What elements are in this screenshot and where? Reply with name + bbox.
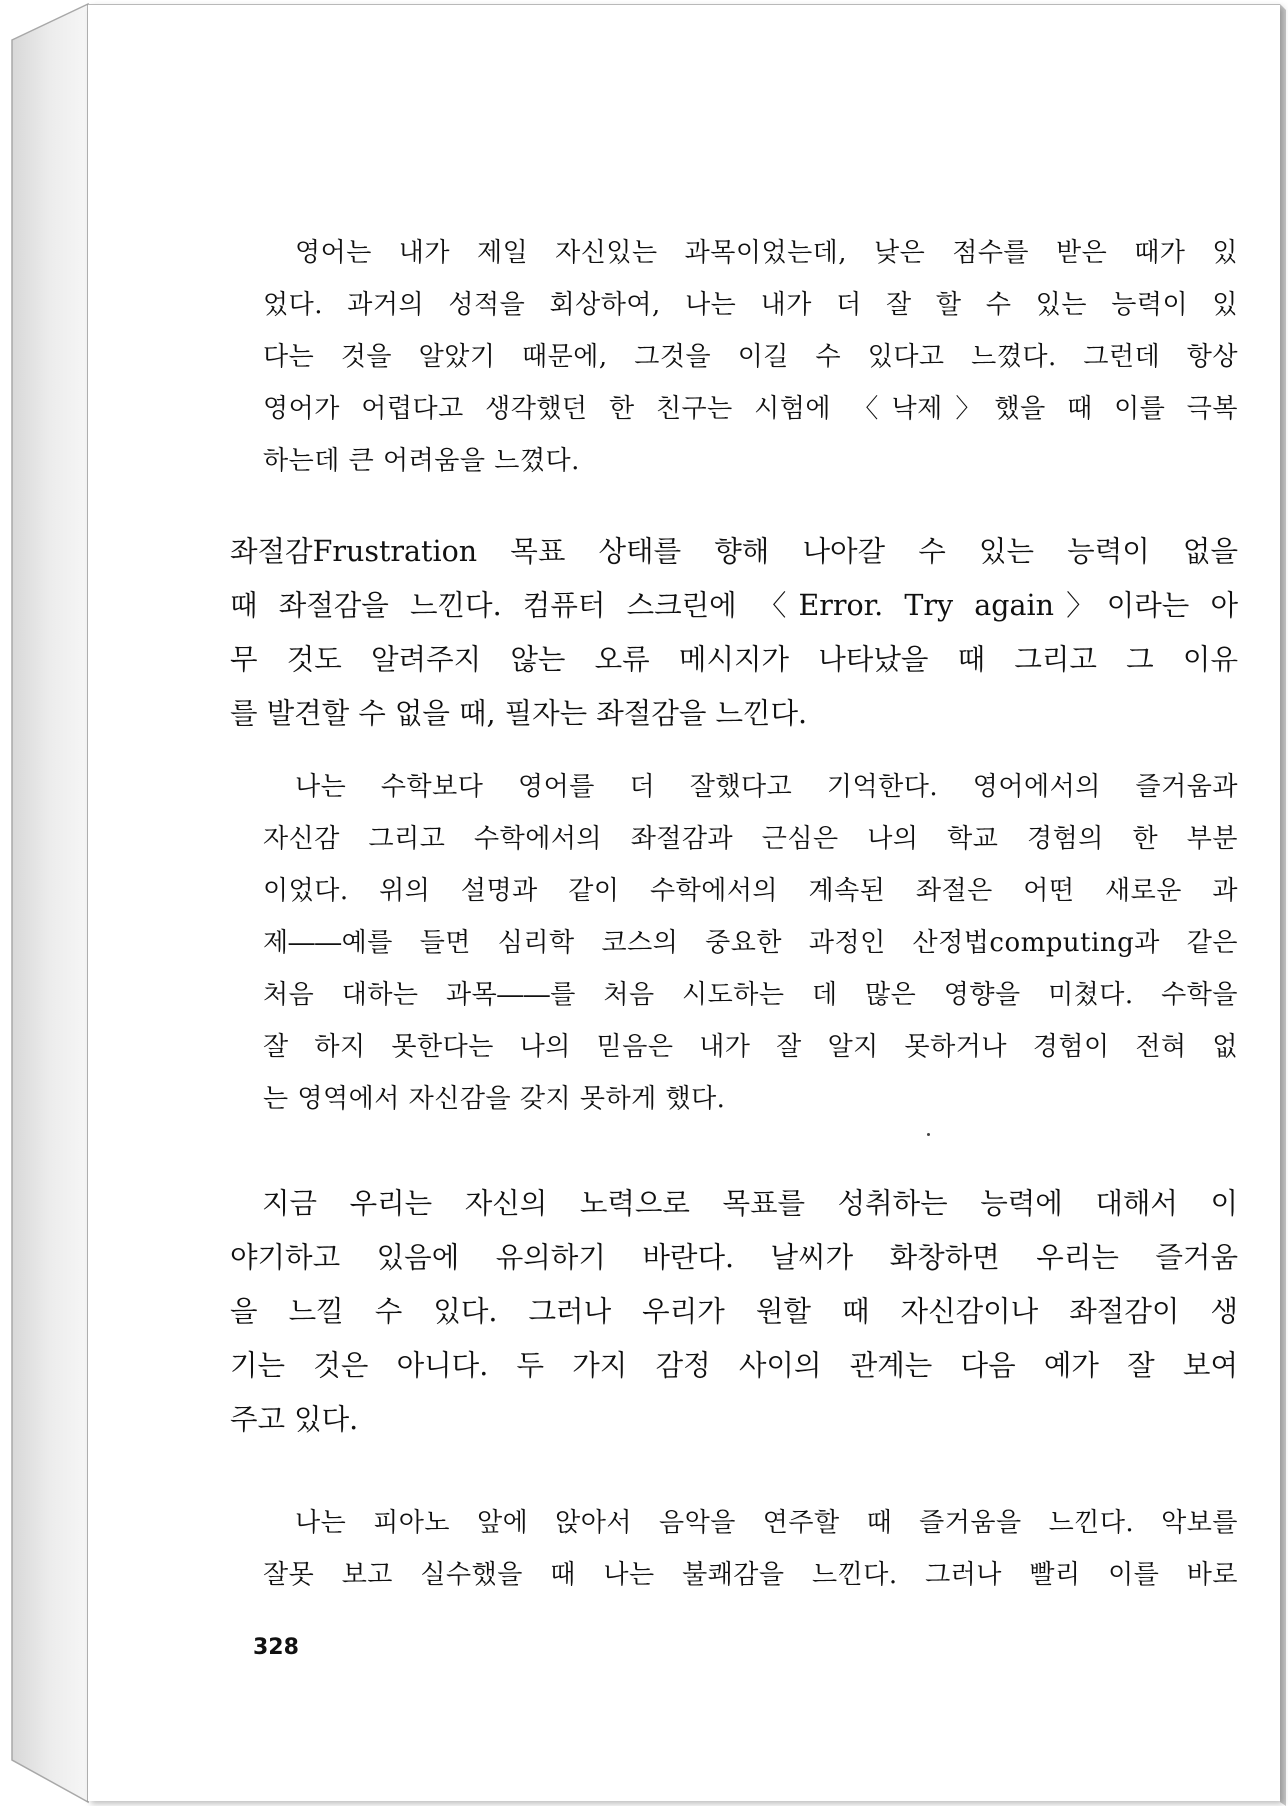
text-line: 나는 피아노 앞에 앉아서 음악을 연주할 때 즐거움을 느낀다. 악보를: [295, 1508, 1238, 1538]
text-line: 잘못 보고 실수했을 때 나는 불쾌감을 느낀다. 그러나 빨리 이를 바로: [263, 1560, 1238, 1590]
text-line: 지금 우리는 자신의 노력으로 목표를 성취하는 능력에 대해서 이: [262, 1187, 1238, 1220]
text-line: 는 영역에서 자신감을 갖지 못하게 했다.: [263, 1084, 726, 1114]
text-line: 처음 대하는 과목――를 처음 시도하는 데 많은 영향을 미쳤다. 수학을: [263, 980, 1238, 1010]
text-line: 를 발견할 수 없을 때, 필자는 좌절감을 느낀다.: [230, 697, 808, 730]
paragraph-frustration: [230, 525, 1238, 741]
text-line: 다는 것을 알았기 때문에, 그것을 이길 수 있다고 느꼈다. 그런데 항상: [263, 342, 1238, 372]
text-line: 영어가 어렵다고 생각했던 한 친구는 시험에 〈낙제〉했을 때 이를 극복: [263, 394, 1238, 424]
text-line: 기는 것은 아니다. 두 가지 감정 사이의 관계는 다음 예가 잘 보여: [230, 1349, 1238, 1382]
text-line: 영어는 내가 제일 자신있는 과목이었는데, 낮은 점수를 받은 때가 있: [295, 238, 1238, 268]
text-line: 야기하고 있음에 유의하기 바란다. 날씨가 화창하면 우리는 즐거움: [230, 1241, 1238, 1274]
text-line: 제――예를 들면 심리학 코스의 중요한 과정인 산정법computing과 같은: [263, 928, 1238, 958]
indented-passage-piano: [263, 1497, 1238, 1601]
paragraph-effort: [230, 1177, 1238, 1447]
text-line: 좌절감Frustration 목표 상태를 향해 나아갈 수 있는 능력이 없을: [230, 535, 1238, 568]
print-speck: [927, 1133, 930, 1136]
text-line: 무 것도 알려주지 않는 오류 메시지가 나타났을 때 그리고 그 이유: [230, 643, 1238, 676]
text-line: 때 좌절감을 느낀다. 컴퓨터 스크린에 〈Error. Try again〉이라는 아: [230, 589, 1238, 622]
text-line: 었다. 과거의 성적을 회상하여, 나는 내가 더 잘 할 수 있는 능력이 있: [263, 290, 1238, 320]
indented-passage-math: [263, 761, 1238, 1125]
text-line: 자신감 그리고 수학에서의 좌절감과 근심은 나의 학교 경험의 한 부분: [263, 824, 1238, 854]
text-line: 잘 하지 못한다는 나의 믿음은 내가 잘 알지 못하거나 경험이 전혀 없: [263, 1032, 1238, 1062]
text-line: 을 느낄 수 있다. 그러나 우리가 원할 때 자신감이나 좌절감이 생: [230, 1295, 1238, 1328]
indented-passage-english: [263, 227, 1238, 487]
text-line: 주고 있다.: [230, 1403, 359, 1436]
page: [88, 4, 1280, 1801]
text-line: 나는 수학보다 영어를 더 잘했다고 기억한다. 영어에서의 즐거움과: [295, 772, 1238, 802]
text-line: 하는데 큰 어려움을 느꼈다.: [263, 446, 580, 476]
page-number: 328: [253, 1635, 299, 1660]
text-line: 이었다. 위의 설명과 같이 수학에서의 계속된 좌절은 어떤 새로운 과: [263, 876, 1238, 906]
